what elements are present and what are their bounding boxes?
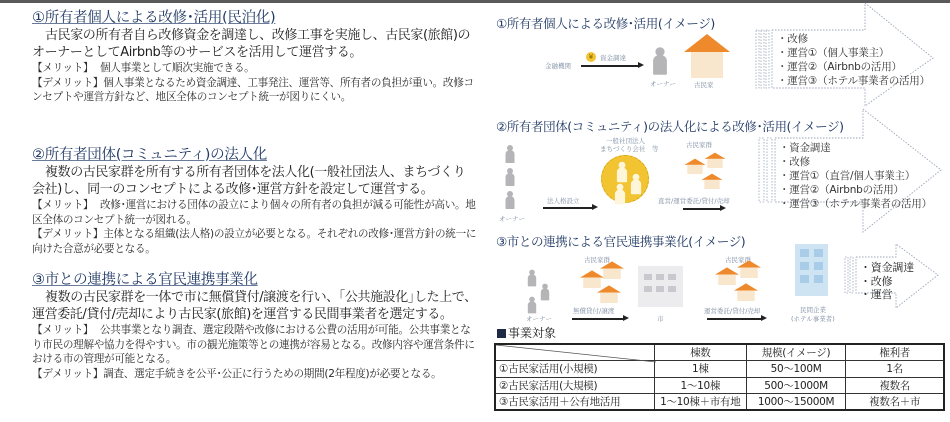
demerit-note (32, 367, 477, 382)
cell-scale: 500～1000M (746, 377, 846, 394)
demerit-text: 個人事業となるため資金調達、工事発注、運営等、所有者の負担が重い。改修コンセプトや運営方針など、地区全体のコンセプト統一が図りにくい。 (32, 76, 474, 103)
cell-rights-holder: 複数名 (846, 377, 944, 394)
cell-rights-holder: 1名 (846, 361, 944, 378)
private-company-building-icon (795, 244, 828, 296)
consign-arrow (707, 318, 762, 320)
section-owner-group-incorporation (32, 147, 477, 256)
diagram-title: ①所有者個人による改修･活用(イメージ) (496, 16, 715, 31)
house-icon (734, 283, 758, 302)
demerit-label: 【デメリット】 (32, 228, 104, 240)
merit-label: 【メリット】 (32, 62, 94, 74)
merit-note (32, 61, 477, 76)
house-label: 古民家 (694, 81, 714, 89)
section-body: 複数の古民家群を一体で市に無償貸付/譲渡を行い、｢公共施設化｣した上で、運営委託/貸付/売却により古民家(旅館)を運営する民間事業者を選定する。 (32, 290, 477, 322)
arrow-item: ・資金調達 (860, 261, 914, 274)
section-title: ②所有者団体(コミュニティ)の法人化 (32, 147, 267, 163)
section-individual-owner (32, 10, 477, 105)
house-icon (702, 174, 723, 191)
city-label: 市 (657, 315, 664, 323)
column-header: 棟数 (654, 344, 746, 361)
section-public-private-partnership (32, 272, 477, 381)
merit-text: 改修･運営における団体の設立により個々の所有者の負担が減る可能性が高い。地区全体のコンセプト統一が図れる。 (32, 199, 476, 226)
owner-label: オーナー (650, 80, 676, 88)
table-header-row (495, 344, 944, 361)
demerit-text: 主体となる組織(法人格)の設立が必要となる。それぞれの改修･運営方針の統一に向けた合意が必要となる。 (32, 228, 477, 255)
cell-units: 1～10棟 (654, 377, 746, 394)
diagonal-line-icon (496, 345, 656, 363)
arrow-item: ・運営③（ホテル事業者の活用） (779, 198, 932, 210)
merit-text: 公共事業となり調査、選定段階や改修における公費の活用が可能。公共事業となり市民の理解や協力を得やすい。市の観光施策等との連携が容易となる。改修内容や運営条件における市の管理が可能となる。 (32, 324, 475, 365)
row-label: ②古民家活用(大規模) (495, 377, 654, 394)
row-label: ③古民家活用＋公有地活用 (495, 394, 654, 411)
funding-arrow (581, 65, 639, 67)
cell-scale: 1000～15000M (746, 394, 846, 411)
project-table-title-text: 事業対象 (508, 326, 557, 340)
bank-label: 金融機関 (545, 62, 571, 70)
arrow-item: ・運営②（Airbnbの活用） (777, 61, 902, 73)
house-icon (597, 285, 621, 304)
cell-units: 1～10棟＋市有地 (654, 394, 746, 411)
house-icon (600, 261, 624, 280)
owner-person-icon (506, 191, 515, 209)
table-row (495, 377, 944, 394)
table-corner-cell (495, 344, 654, 361)
consign-label: 運営委託/貸付/売却 (704, 307, 761, 315)
diagram-title: ③市との連携による官民連携事業化(イメージ) (496, 234, 746, 249)
section-body: 古民家の所有者自ら改修資金を調達し、改修工事を実施し、古民家(旅館)のオーナーとしてAirbnb等のサービスを活用して運営する。 (32, 28, 471, 60)
company-label-1: 民間企業 (800, 306, 826, 314)
cell-units: 1棟 (654, 361, 746, 378)
yen-icon: ¥ (586, 52, 596, 62)
establish-label: 法人格設立 (547, 197, 580, 205)
merit-label: 【メリット】 (32, 199, 94, 211)
arrow-item: ・改修 (860, 274, 893, 288)
corp-label-1: 一般社団法人 (606, 137, 645, 145)
owner-person-icon (528, 297, 536, 314)
arrow-item: ・運営①（個人事業主） (777, 47, 890, 59)
arrow-item-list (779, 141, 932, 211)
arrow-item: ・資金調達 (779, 142, 831, 154)
square-bullet-icon (497, 329, 506, 338)
operate-arrow (683, 208, 721, 210)
column-header: 規模(イメージ) (746, 344, 846, 361)
owner-person-icon (541, 284, 549, 301)
arrow-item: ・運営①（直営/個人事業主） (779, 170, 916, 182)
section-title: ③市との連携による官民連携事業化 (32, 272, 258, 288)
arrow-item-list (860, 261, 914, 302)
owner-person-icon (506, 168, 515, 186)
column-header: 権利者 (846, 344, 944, 361)
arrow-item-list (777, 32, 930, 88)
company-label-2: (ホテル事業者) (791, 315, 835, 323)
demerit-label: 【デメリット】 (32, 367, 104, 380)
demerit-label: 【デメリット】 (32, 76, 104, 89)
owner-person-icon (506, 145, 515, 163)
arrow-item: ・運営③（ホテル事業者の活用） (777, 75, 930, 87)
arrow-item: ・改修 (777, 33, 808, 45)
establish-arrow (543, 207, 593, 209)
funding-label: 資金調達 (600, 54, 626, 62)
houses-label: 古民家群 (686, 141, 712, 149)
corp-label-2: まちづくり会社 等 (600, 145, 659, 153)
city-hall-building-icon (638, 266, 683, 307)
diagram-title: ②所有者団体(コミュニティ)の法人化による改修･活用(イメージ) (496, 119, 844, 134)
arrow-item: ・改修 (779, 156, 810, 168)
transfer-arrow (572, 318, 624, 320)
member-person-icon (631, 174, 641, 194)
demerit-text: 調査、選定手続きを公平･公正に行うための期間(2年程度)が必要となる。 (103, 367, 442, 380)
owner-label: オーナー (526, 315, 552, 323)
houses-label: 古民家群 (725, 256, 751, 264)
arrow-item: ・運営 (860, 288, 893, 301)
member-person-icon (617, 162, 627, 182)
operate-label: 直営/運営委託/貸付/売却 (658, 197, 730, 205)
row-label: ①古民家活用(小規模) (495, 361, 654, 378)
house-icon (737, 260, 761, 279)
house-icon (705, 153, 726, 170)
owner-label: オーナー (499, 215, 525, 223)
table-row (495, 394, 944, 411)
house-wall-icon (691, 52, 723, 78)
project-table (494, 343, 945, 411)
transfer-label: 無償貸付/譲渡 (573, 307, 615, 315)
owner-person-icon (528, 270, 536, 287)
section-body: 複数の古民家群を所有する所有者団体を法人化(一般社団法人、まちづくり会社)し、同一のコンセプトによる改修･運営方針を設定して運営する。 (32, 165, 466, 197)
demerit-note (32, 76, 477, 105)
merit-label: 【メリット】 (32, 324, 94, 336)
cell-rights-holder: 複数名＋市 (846, 394, 944, 411)
house-roof-icon (684, 34, 730, 52)
section-title: ①所有者個人による改修･活用(民泊化) (32, 10, 276, 26)
merit-text: 個人事業として順次実施できる。 (100, 62, 255, 74)
owner-person-icon (653, 47, 667, 75)
merit-note (32, 198, 477, 227)
project-table-title (497, 324, 556, 341)
member-person-icon (615, 184, 625, 204)
cell-scale: 50～100M (746, 361, 846, 378)
merit-note (32, 323, 477, 367)
arrow-item: ・運営②（Airbnbの活用） (779, 184, 904, 196)
houses-label: 古民家群 (584, 256, 610, 264)
demerit-note (32, 227, 477, 256)
